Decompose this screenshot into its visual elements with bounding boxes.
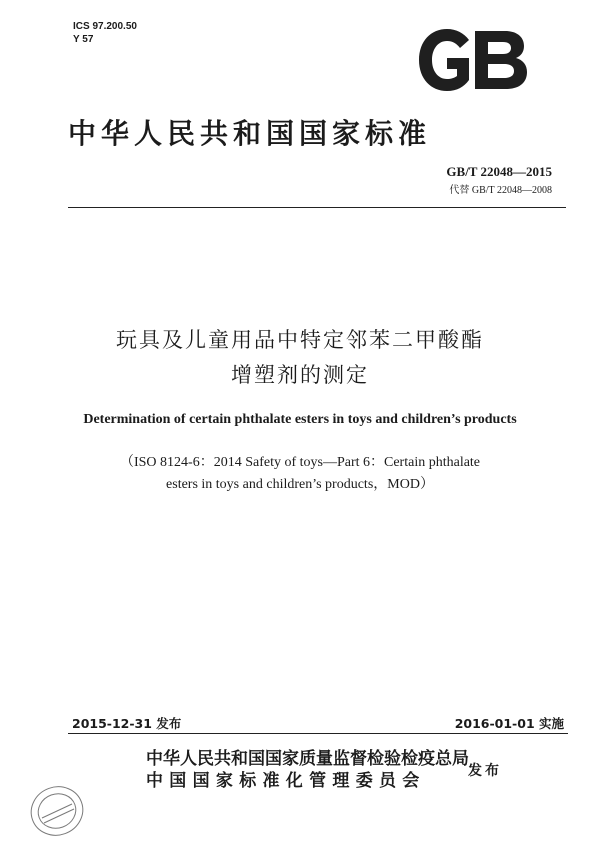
iso-reference-line1: （ISO 8124-6：2014 Safety of toys—Part 6：Certain phthalate xyxy=(119,455,481,470)
title-cn-line1: 玩具及儿童用品中特定邻苯二甲酸酯 xyxy=(116,328,484,352)
replaces-note: 代替 GB/T 22048—2008 xyxy=(449,185,552,196)
title-cn-line2: 增塑剂的测定 xyxy=(231,363,369,387)
issue-date: 2015-12-31 发布 xyxy=(72,716,182,731)
document-title-en: Determination of certain phthalate esters in toys and children’s products xyxy=(83,412,517,427)
classification-codes xyxy=(73,20,137,46)
iso-reference-line2: esters in toys and children’s products，MOD） xyxy=(166,477,434,492)
library-stamp-icon xyxy=(28,782,86,840)
issuing-authorities xyxy=(146,748,469,792)
ccs-code: Y 57 xyxy=(73,34,94,45)
standard-number: GB/T 22048—2015 xyxy=(446,164,552,179)
publish-label: 发布 xyxy=(468,763,502,779)
issuer-line2: 中国国家标准化管理委员会 xyxy=(146,771,426,791)
ics-code: ICS 97.200.50 xyxy=(73,21,137,32)
issuer-line1: 中华人民共和国国家质量监督检验检疫总局 xyxy=(146,749,469,769)
gb-logo-icon xyxy=(413,25,533,95)
document-title-cn xyxy=(0,323,600,393)
bottom-divider xyxy=(68,733,568,734)
standard-title: 中华人民共和国国家标准 xyxy=(68,117,432,150)
standard-number-block xyxy=(446,164,552,196)
effective-date: 2016-01-01 实施 xyxy=(454,716,564,731)
top-divider xyxy=(68,207,566,208)
iso-reference xyxy=(0,452,600,496)
